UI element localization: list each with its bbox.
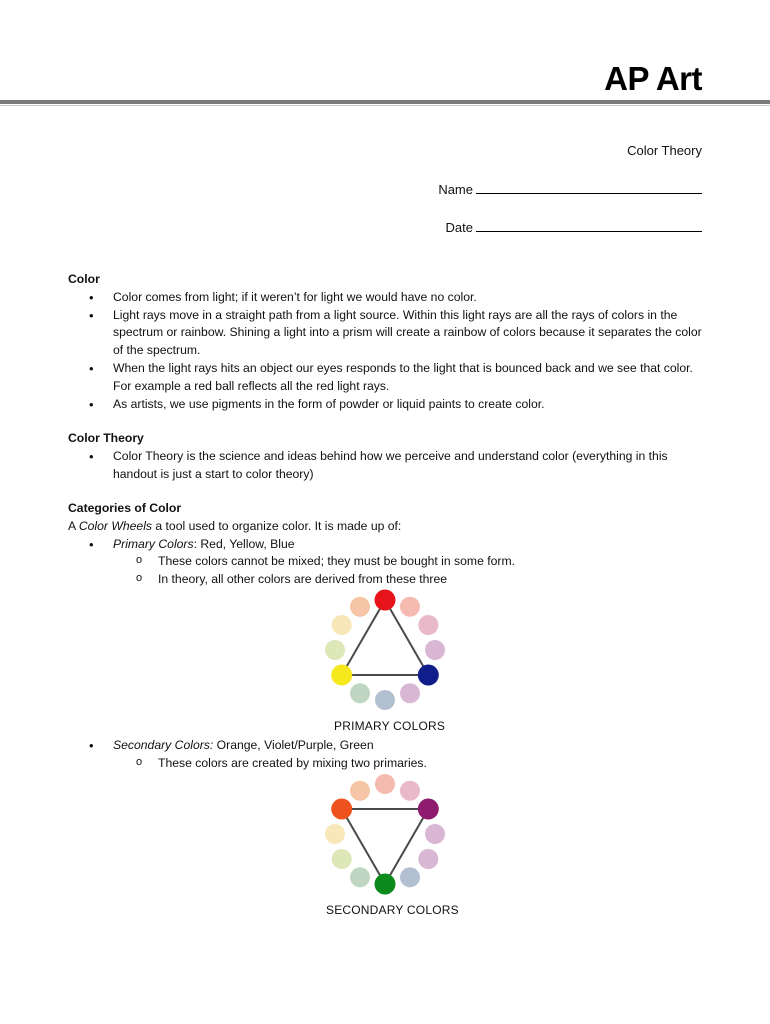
tint-dot (375, 774, 395, 794)
header-rule-shadow (0, 105, 770, 106)
section-heading-categories: Categories of Color (68, 501, 182, 515)
orange-dot (331, 799, 352, 820)
page-title: AP Art (604, 60, 702, 97)
tint-dot (375, 690, 395, 710)
violet-dot (418, 799, 439, 820)
tint-dot (332, 849, 352, 869)
yellow-dot (331, 665, 352, 686)
tint-dot (418, 849, 438, 869)
name-label: Name (438, 182, 473, 197)
date-label: Date (445, 220, 473, 235)
color-bullet-list (68, 289, 702, 414)
tint-dot (425, 640, 445, 660)
secondary-bullet-list (68, 737, 702, 773)
tint-dot (332, 615, 352, 635)
document-subtitle: Color Theory (627, 143, 702, 158)
list-item: • As artists, we use pigments in the form of powder or liquid paints to create color. (68, 396, 702, 414)
tint-dot (418, 615, 438, 635)
tint-dot (350, 867, 370, 887)
section-color-theory (68, 430, 702, 483)
list-item: • Light rays move in a straight path from a light source. Within this light rays are all the rays of colors in the spectrum or rainbow. Shining a light into a prism will create a rainbow of colors because it separates the color of the spectrum. (68, 307, 702, 360)
primary-rest: : Red, Yellow, Blue (193, 536, 295, 551)
secondary-caption: SECONDARY COLORS (326, 903, 459, 917)
primary-wheel-dots (325, 590, 445, 711)
primary-caption: PRIMARY COLORS (334, 719, 446, 733)
name-field[interactable] (438, 181, 702, 197)
green-dot (375, 874, 396, 895)
tint-dot (400, 781, 420, 801)
header-rule (0, 100, 770, 104)
section-color (68, 271, 702, 413)
section-heading-color-theory: Color Theory (68, 431, 144, 445)
tint-dot (400, 597, 420, 617)
tint-dot (425, 824, 445, 844)
sub-list-item: o In theory, all other colors are derived from these three (68, 571, 702, 589)
secondary-term: Secondary Colors: (113, 738, 214, 752)
tint-dot (400, 867, 420, 887)
secondary-wheel-dots (325, 774, 445, 895)
list-item: • When the light rays hits an object our eyes responds to the light that is bounced back and we see that color. For example a red ball reflects all the red light rays. (68, 360, 702, 396)
sub-list-item: o These colors cannot be mixed; they must be bought in some form. (68, 553, 702, 571)
primary-color-wheel (320, 588, 450, 718)
tint-dot (325, 640, 345, 660)
tint-dot (350, 781, 370, 801)
tint-dot (400, 683, 420, 703)
tint-dot (325, 824, 345, 844)
red-dot (375, 590, 396, 611)
sub-list-item: o These colors are created by mixing two primaries. (68, 755, 702, 773)
secondary-color-wheel (320, 772, 450, 902)
list-item-primary (68, 536, 702, 554)
secondary-block (68, 737, 702, 773)
list-item: • Color comes from light; if it weren’t for light we would have no color. (68, 289, 702, 307)
intro-prefix: A (68, 518, 79, 533)
categories-intro (68, 518, 702, 536)
primary-term: Primary Colors (113, 536, 194, 551)
list-item: • Color Theory is the science and ideas behind how we perceive and understand color (everything in this handout is just a start to color theory) (68, 448, 702, 484)
color-theory-bullet-list (68, 448, 702, 484)
section-heading-color: Color (68, 272, 100, 286)
tint-dot (350, 683, 370, 703)
blue-dot (418, 665, 439, 686)
section-categories (68, 500, 702, 589)
intro-rest: a tool used to organize color. It is made up of: (152, 518, 402, 533)
date-field[interactable] (446, 219, 702, 235)
tint-dot (350, 597, 370, 617)
intro-term: Color Wheels (78, 518, 152, 533)
categories-bullet-list (68, 536, 702, 589)
secondary-rest: Orange, Violet/Purple, Green (213, 738, 374, 752)
name-blank-line[interactable] (476, 181, 702, 194)
list-item-secondary (68, 737, 702, 755)
date-blank-line[interactable] (476, 219, 702, 232)
